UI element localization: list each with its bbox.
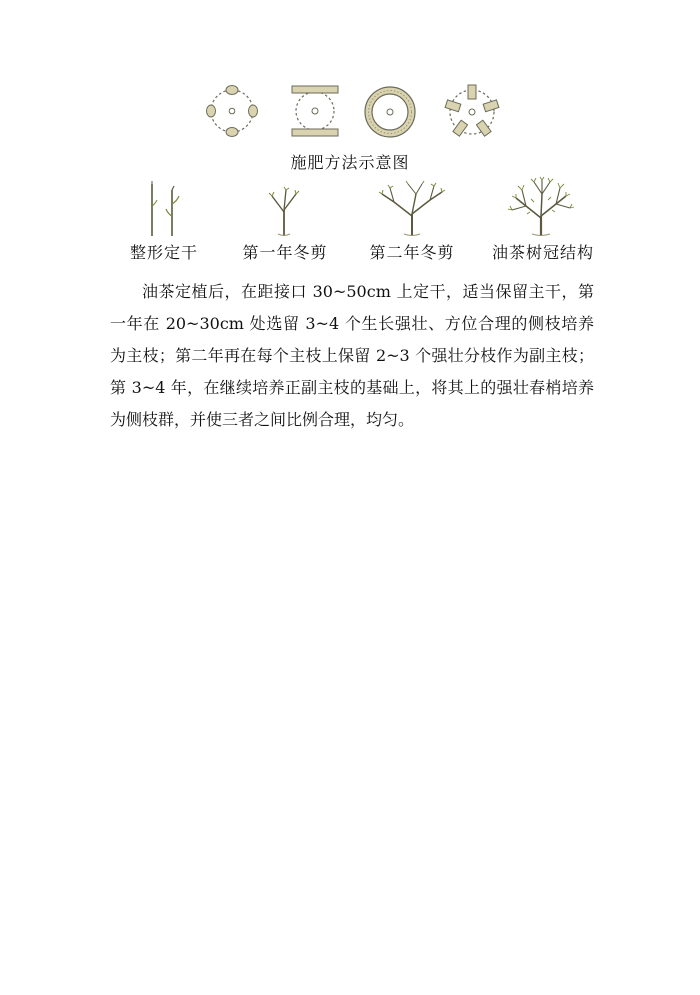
hole-fertilization-icon — [203, 82, 261, 140]
second-year-pruning-icon — [376, 176, 448, 238]
label-second-year-pruning: 第二年冬剪 — [369, 243, 455, 262]
sapling-topping-icon — [140, 176, 190, 238]
label-first-year-pruning: 第一年冬剪 — [242, 243, 328, 262]
first-year-pruning-icon — [262, 176, 306, 238]
body-paragraph: 油茶定植后，在距接口 30~50cm 上定干，适当保留主干，第一年在 20~30cm 处选留 3~4 个生长强壮、方位合理的侧枝培养为主枝；第二年再在每个主枝上保留 2~3 个强壮分枝作为副主枝；第 3~4 年，在继续培养正副主枝的基础上，将其上的强壮春梢培养为侧枝群，并使三者之间比例合理，均匀。 — [110, 282, 594, 429]
radial-fertilization-icon — [442, 82, 502, 142]
label-crown-structure: 油茶树冠结构 — [491, 243, 594, 262]
ring-fertilization-icon — [360, 82, 420, 142]
fertilization-diagrams — [0, 82, 700, 142]
trench-fertilization-icon — [286, 82, 344, 140]
label-sapling-topping: 整形定干 — [129, 243, 198, 262]
pruning-diagrams — [0, 176, 700, 238]
fertilization-caption: 施肥方法示意图 — [290, 153, 410, 172]
crown-structure-icon — [506, 176, 576, 238]
pruning-labels — [0, 240, 700, 264]
